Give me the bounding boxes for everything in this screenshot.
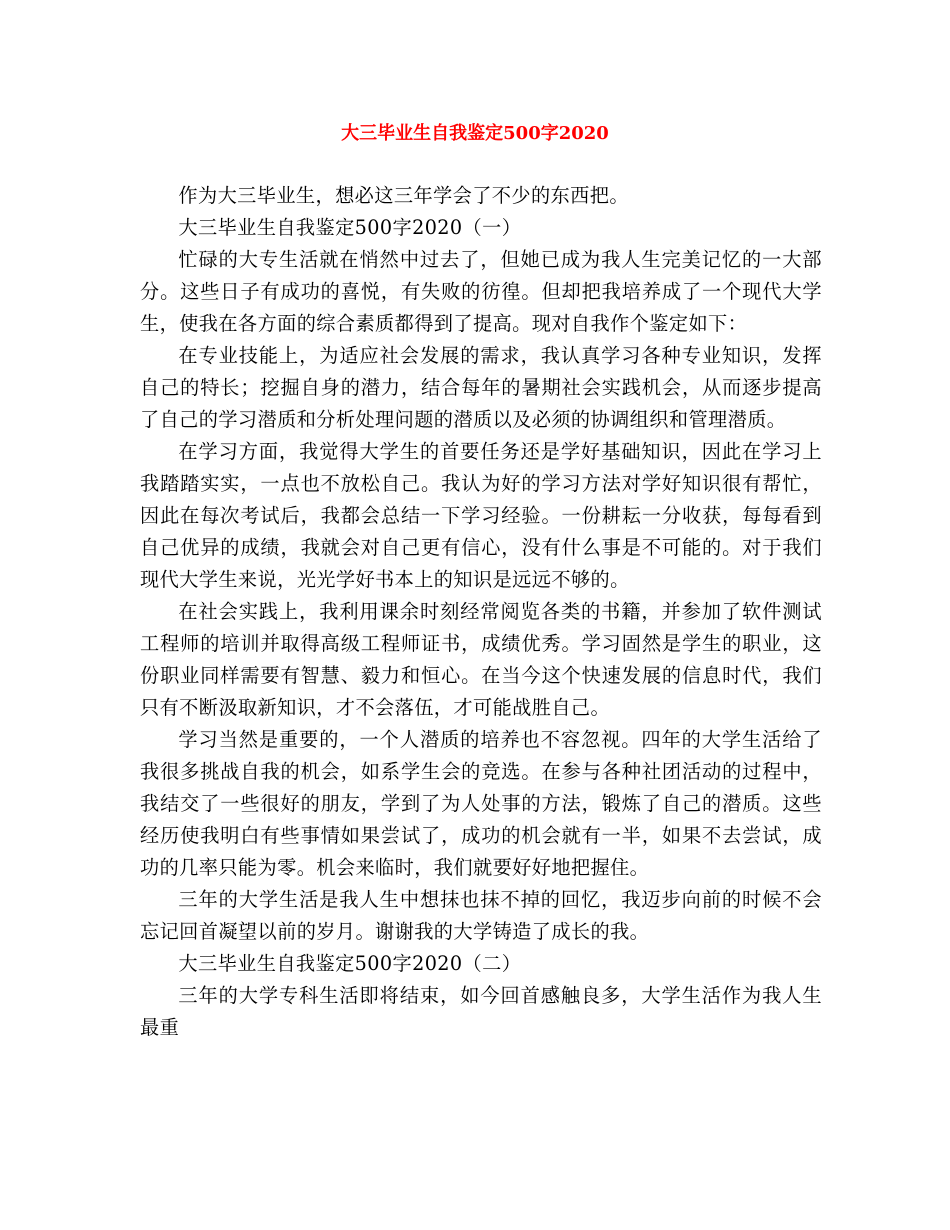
section-heading-one: 大三毕业生自我鉴定500字2020（一） xyxy=(178,216,522,239)
section-heading-two: 大三毕业生自我鉴定500字2020（二） xyxy=(178,952,522,975)
paragraph: 三年的大学生活是我人生中想抹也抹不掉的回忆，我迈步向前的时候不会忘记回首凝望以前的岁月。谢谢我的大学铸造了成长的我。 xyxy=(140,888,822,943)
document-title: 大三毕业生自我鉴定500字2020 xyxy=(341,123,609,144)
paragraph: 在社会实践上，我利用课余时刻经常阅览各类的书籍，并参加了软件测试工程师的培训并取得高级工程师证书，成绩优秀。学习固然是学生的职业，这份职业同样需要有智慧、毅力和恒心。在当今这个快速发展的信息时代，我们只有不断汲取新知识，才不会落伍，才可能战胜自己。 xyxy=(140,600,822,719)
paragraph: 三年的大学专科生活即将结束，如今回首感触良多，大学生活作为我人生最重 xyxy=(140,984,822,1039)
paragraph: 忙碌的大专生活就在悄然中过去了，但她已成为我人生完美记忆的一大部分。这些日子有成功的喜悦，有失败的彷徨。但却把我培养成了一个现代大学生，使我在各方面的综合素质都得到了提高。现对自我作个鉴定如下： xyxy=(140,248,822,335)
paragraph: 学习当然是重要的，一个人潜质的培养也不容忽视。四年的大学生活给了我很多挑战自我的机会，如系学生会的竞选。在参与各种社团活动的过程中，我结交了一些很好的朋友，学到了为人处事的方法，锻炼了自己的潜质。这些经历使我明白有些事情如果尝试了，成功的机会就有一半，如果不去尝试，成功的几率只能为零。机会来临时，我们就要好好地把握住。 xyxy=(140,728,822,879)
paragraph: 在专业技能上，为适应社会发展的需求，我认真学习各种专业知识，发挥自己的特长；挖掘自身的潜力，结合每年的暑期社会实践机会，从而逐步提高了自己的学习潜质和分析处理问题的潜质以及必须的协调组织和管理潜质。 xyxy=(140,344,822,431)
paragraph: 在学习方面，我觉得大学生的首要任务还是学好基础知识，因此在学习上我踏踏实实，一点也不放松自己。我认为好的学习方法对学好知识很有帮忙，因此在每次考试后，我都会总结一下学习经验。一份耕耘一分收获，每每看到自己优异的成绩，我就会对自己更有信心，没有什么事是不可能的。对于我们现代大学生来说，光光学好书本上的知识是远远不够的。 xyxy=(140,440,822,591)
paragraph-intro: 作为大三毕业生，想必这三年学会了不少的东西把。 xyxy=(178,184,629,207)
document-body xyxy=(140,180,822,1044)
